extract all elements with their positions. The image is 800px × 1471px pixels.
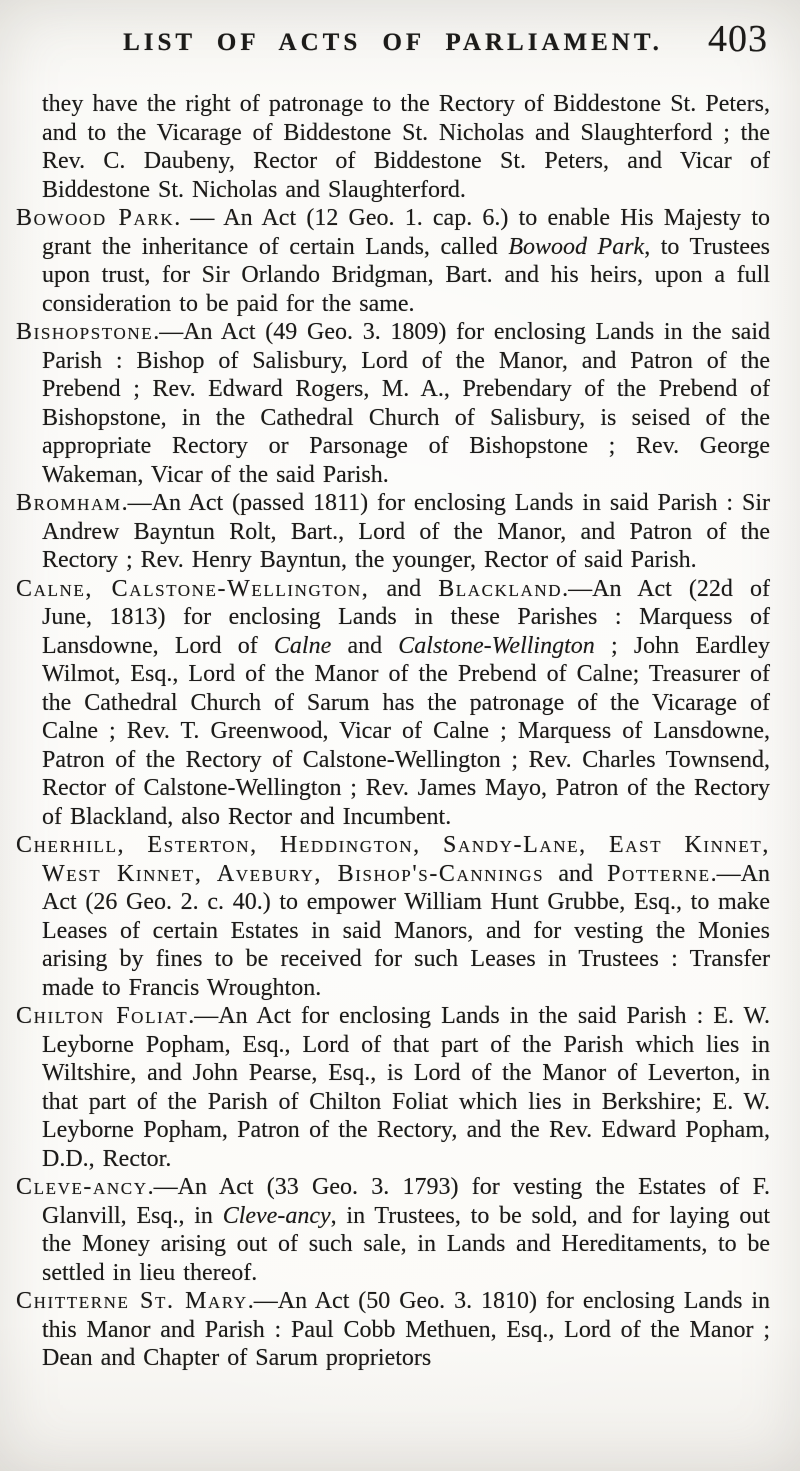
running-head [16,18,770,60]
entry-text: . — An Act (12 Geo. 1. cap. 6.) to enable His Majesty to grant the inheritance of certain Lands, called [42,205,770,260]
entry-cherhill-group [16,831,770,1002]
entry-text: and [331,632,399,659]
entry-bromham [16,489,770,575]
acts-list [16,90,770,1373]
entry-text: , to Trustees upon trust, for Sir Orlando Bridgman, Bart. and his heirs, upon a full consideration to be paid for the same. [42,233,770,317]
italic-term: Calstone-Wellington [398,632,595,659]
entry-calne-calstone-wellington-blackland [16,575,770,832]
entry-heading: Bromham [16,490,122,516]
entry-text: .—An Act (22d of June, 1813) for enclosing Lands in these Parishes : Marquess of Lansdowne, Lord of [42,575,770,659]
entry-heading: Bowood Park [16,205,175,231]
entry-text: and [544,860,608,887]
entry-text: .—An Act (49 Geo. 3. 1809) for enclosing Lands in the said Parish : Bishop of Salisbury, Lord of the Manor, and Patron of the Prebend ; Rev. Edward Rogers, M. A., Prebendary of the Prebend of Bishopstone, in the Cathedral Church of Salisbury, is seised of the appropriate Rectory or Parsonage of Bishopstone ; Rev. George Wakeman, Vicar of the said Parish. [42,319,770,488]
page-number: 403 [708,18,768,60]
entry-text: ; John Eardley Wilmot, Esq., Lord of the Manor of the Prebend of Calne; Treasurer of the Cathedral Church of Sarum has the patronage of the Vicarage of Calne ; Rev. T. Greenwood, Vicar of Calne ; Marquess of Lansdowne, Patron of the Rectory of Calstone-Wellington ; Rev. Charles Townsend, Rector of Calstone-Wellington ; Rev. James Mayo, Patron of the Rectory of Blackland, also Rector and Incumbent. [42,632,770,830]
entry-heading: Chilton Foliat [16,1003,189,1029]
entry-heading: Calne, Calstone-Wellington, [16,575,370,602]
entry-heading: Blackland [438,575,563,602]
entry-heading: Cleve-ancy [16,1174,148,1200]
entry-heading: Chitterne St. Mary [16,1288,248,1314]
entry-heading: Cherhill, Esterton, Heddington, Sandy-Lane, East Kinnet, West Kinnet, Avebury, Bishop's-Cannings [16,832,770,887]
italic-term: Bowood Park [508,233,645,260]
entry-cleve-ancy [16,1173,770,1287]
entry-heading: Bishopstone [16,319,154,345]
entry-text: they have the right of patronage to the Rectory of Biddestone St. Peters, and to the Vicarage of Biddestone St. Nicholas and Slaughterford ; the Rev. C. Daubeny, Rector of Biddestone St. Peters, and Vicar of Biddestone St. Nicholas and Slaughterford. [42,91,770,203]
entry-biddestone-continuation [16,90,770,204]
entry-heading: Potterne [607,860,711,887]
entry-text: .—An Act for enclosing Lands in the said Parish : E. W. Leyborne Popham, Esq., Lord of that part of the Parish which lies in Wiltshire, and John Pearse, Esq., is Lord of the Manor of Leverton, in that part of the Parish of Chilton Foliat which lies in Berkshire; E. W. Leyborne Popham, Patron of the Rectory, and the Rev. Edward Popham, D.D., Rector. [42,1003,770,1172]
italic-term: Calne [273,632,332,659]
entry-text: .—An Act (33 Geo. 3. 1793) for vesting the Estates of F. Glanvill, Esq., in [42,1174,770,1229]
entry-text: .—An Act (passed 1811) for enclosing Lands in said Parish : Sir Andrew Bayntun Rolt, Bart., Lord of the Manor, and Patron of the Rectory ; Rev. Henry Bayntun, the younger, Rector of said Parish. [42,490,770,573]
page-title: LIST OF ACTS OF PARLIAMENT. [123,29,663,56]
entry-text: and [369,575,439,602]
entry-bishopstone [16,318,770,489]
italic-term: Cleve-ancy [222,1202,331,1229]
entry-text: .—An Act (26 Geo. 2. c. 40.) to empower William Hunt Grubbe, Esq., to make Leases of certain Estates in said Manors, and for vesting the Monies arising by fines to be received for such Leases in Trustees : Transfer made to Francis Wroughton. [42,860,771,1001]
entry-chilton-foliat [16,1002,770,1173]
entry-text: , in Trustees, to be sold, and for laying out the Money arising out of such sale, in Lands and Hereditaments, to be settled in lieu thereof. [42,1202,770,1286]
entry-chitterne-st-mary [16,1287,770,1373]
entry-text: .—An Act (50 Geo. 3. 1810) for enclosing Lands in this Manor and Parish : Paul Cobb Methuen, Esq., Lord of the Manor ; Dean and Chapter of Sarum proprietors [42,1288,770,1371]
entry-bowood-park [16,204,770,318]
